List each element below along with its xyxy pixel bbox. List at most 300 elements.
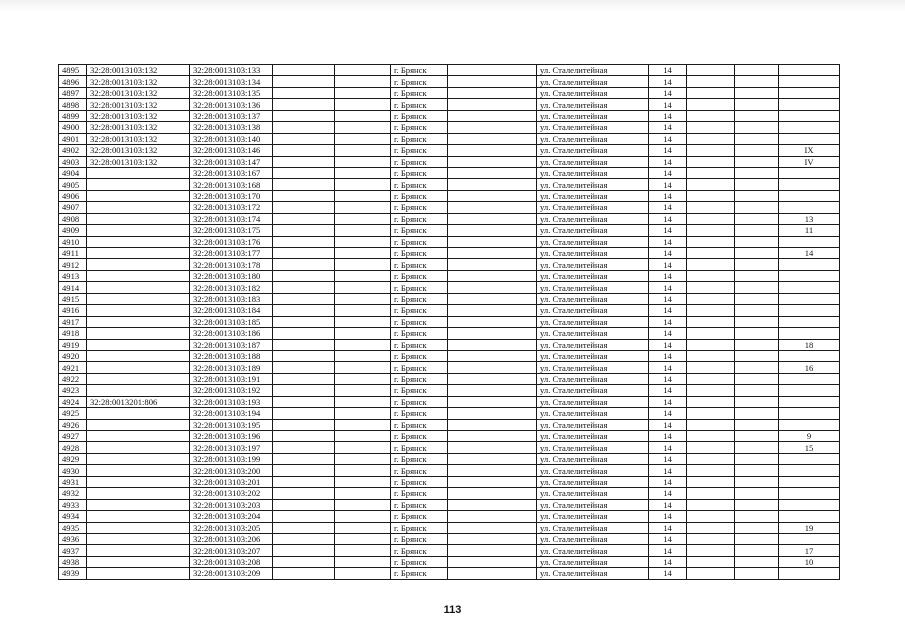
- empty-cell: [687, 476, 735, 487]
- empty-cell: [273, 179, 335, 190]
- empty-cell: [735, 122, 779, 133]
- apartment-cell: [779, 270, 840, 281]
- table-row: [59, 568, 840, 579]
- empty-cell: [273, 145, 335, 156]
- empty-cell: [448, 179, 537, 190]
- apartment-cell: [779, 419, 840, 430]
- empty-cell: [335, 305, 391, 316]
- apartment-cell: [779, 385, 840, 396]
- apartment-cell: [779, 499, 840, 510]
- street-cell: ул. Сталелитейная: [537, 362, 649, 373]
- table-row: [59, 213, 840, 224]
- cadastral-number: 32:28:0013103:189: [190, 362, 273, 373]
- empty-cell: [687, 522, 735, 533]
- empty-cell: [335, 545, 391, 556]
- table-row: [59, 87, 840, 98]
- row-number: 4903: [59, 156, 87, 167]
- street-cell: ул. Сталелитейная: [537, 419, 649, 430]
- apartment-cell: 11: [779, 225, 840, 236]
- street-cell: ул. Сталелитейная: [537, 167, 649, 178]
- street-cell: ул. Сталелитейная: [537, 522, 649, 533]
- cadastral-number: 32:28:0013103:137: [190, 110, 273, 121]
- empty-cell: [687, 145, 735, 156]
- empty-cell: [273, 328, 335, 339]
- table-row: [59, 499, 840, 510]
- parent-cadastral-number: 32:28:0013103:132: [87, 110, 190, 121]
- street-cell: ул. Сталелитейная: [537, 122, 649, 133]
- empty-cell: [273, 396, 335, 407]
- parent-cadastral-number: [87, 293, 190, 304]
- empty-cell: [335, 202, 391, 213]
- cadastral-number: 32:28:0013103:207: [190, 545, 273, 556]
- apartment-cell: 15: [779, 442, 840, 453]
- house-number-cell: 14: [649, 442, 687, 453]
- parent-cadastral-number: [87, 190, 190, 201]
- parent-cadastral-number: [87, 385, 190, 396]
- apartment-cell: [779, 65, 840, 76]
- table-row: [59, 259, 840, 270]
- city-cell: г. Брянск: [391, 476, 448, 487]
- house-number-cell: 14: [649, 488, 687, 499]
- house-number-cell: 14: [649, 213, 687, 224]
- street-cell: ул. Сталелитейная: [537, 556, 649, 567]
- empty-cell: [687, 488, 735, 499]
- table-row: [59, 545, 840, 556]
- empty-cell: [687, 442, 735, 453]
- cadastral-number: 32:28:0013103:184: [190, 305, 273, 316]
- empty-cell: [735, 511, 779, 522]
- empty-cell: [687, 316, 735, 327]
- table-row: [59, 431, 840, 442]
- empty-cell: [448, 122, 537, 133]
- empty-cell: [687, 213, 735, 224]
- apartment-cell: 18: [779, 339, 840, 350]
- empty-cell: [273, 408, 335, 419]
- cadastral-number: 32:28:0013103:133: [190, 65, 273, 76]
- empty-cell: [273, 225, 335, 236]
- empty-cell: [448, 305, 537, 316]
- empty-cell: [735, 110, 779, 121]
- apartment-cell: [779, 350, 840, 361]
- row-number: 4928: [59, 442, 87, 453]
- apartment-cell: [779, 236, 840, 247]
- house-number-cell: 14: [649, 122, 687, 133]
- table-row: [59, 476, 840, 487]
- house-number-cell: 14: [649, 362, 687, 373]
- cadastral-number: 32:28:0013103:186: [190, 328, 273, 339]
- cadastral-number: 32:28:0013103:202: [190, 488, 273, 499]
- house-number-cell: 14: [649, 156, 687, 167]
- empty-cell: [448, 556, 537, 567]
- empty-cell: [687, 431, 735, 442]
- house-number-cell: 14: [649, 339, 687, 350]
- empty-cell: [687, 305, 735, 316]
- street-cell: ул. Сталелитейная: [537, 133, 649, 144]
- row-number: 4929: [59, 453, 87, 464]
- parent-cadastral-number: 32:28:0013103:132: [87, 99, 190, 110]
- row-number: 4922: [59, 373, 87, 384]
- cadastral-number: 32:28:0013103:138: [190, 122, 273, 133]
- cadastral-number: 32:28:0013103:192: [190, 385, 273, 396]
- registry-table: [58, 64, 840, 580]
- row-number: 4908: [59, 213, 87, 224]
- city-cell: г. Брянск: [391, 87, 448, 98]
- row-number: 4909: [59, 225, 87, 236]
- city-cell: г. Брянск: [391, 373, 448, 384]
- empty-cell: [273, 270, 335, 281]
- cadastral-number: 32:28:0013103:146: [190, 145, 273, 156]
- apartment-cell: [779, 511, 840, 522]
- city-cell: г. Брянск: [391, 133, 448, 144]
- empty-cell: [448, 419, 537, 430]
- apartment-cell: 16: [779, 362, 840, 373]
- house-number-cell: 14: [649, 316, 687, 327]
- table-row: [59, 305, 840, 316]
- empty-cell: [735, 316, 779, 327]
- empty-cell: [273, 350, 335, 361]
- empty-cell: [687, 293, 735, 304]
- apartment-cell: 10: [779, 556, 840, 567]
- apartment-cell: [779, 122, 840, 133]
- empty-cell: [273, 373, 335, 384]
- row-number: 4911: [59, 248, 87, 259]
- parent-cadastral-number: [87, 316, 190, 327]
- house-number-cell: 14: [649, 328, 687, 339]
- row-number: 4905: [59, 179, 87, 190]
- apartment-cell: [779, 316, 840, 327]
- row-number: 4931: [59, 476, 87, 487]
- empty-cell: [273, 533, 335, 544]
- empty-cell: [273, 156, 335, 167]
- empty-cell: [687, 65, 735, 76]
- house-number-cell: 14: [649, 179, 687, 190]
- empty-cell: [273, 282, 335, 293]
- city-cell: г. Брянск: [391, 568, 448, 579]
- city-cell: г. Брянск: [391, 99, 448, 110]
- empty-cell: [335, 522, 391, 533]
- empty-cell: [273, 522, 335, 533]
- empty-cell: [448, 270, 537, 281]
- empty-cell: [687, 339, 735, 350]
- empty-cell: [335, 431, 391, 442]
- empty-cell: [687, 350, 735, 361]
- city-cell: г. Брянск: [391, 499, 448, 510]
- house-number-cell: 14: [649, 145, 687, 156]
- parent-cadastral-number: [87, 202, 190, 213]
- row-number: 4910: [59, 236, 87, 247]
- cadastral-number: 32:28:0013103:135: [190, 87, 273, 98]
- table-row: [59, 453, 840, 464]
- scan-shadow: [0, 0, 905, 12]
- parent-cadastral-number: [87, 568, 190, 579]
- empty-cell: [273, 476, 335, 487]
- row-number: 4927: [59, 431, 87, 442]
- cadastral-number: 32:28:0013103:208: [190, 556, 273, 567]
- empty-cell: [335, 499, 391, 510]
- empty-cell: [687, 190, 735, 201]
- empty-cell: [273, 213, 335, 224]
- empty-cell: [687, 122, 735, 133]
- city-cell: г. Брянск: [391, 65, 448, 76]
- empty-cell: [448, 373, 537, 384]
- empty-cell: [335, 236, 391, 247]
- apartment-cell: [779, 568, 840, 579]
- parent-cadastral-number: [87, 431, 190, 442]
- parent-cadastral-number: [87, 408, 190, 419]
- empty-cell: [687, 533, 735, 544]
- house-number-cell: 14: [649, 522, 687, 533]
- apartment-cell: [779, 328, 840, 339]
- street-cell: ул. Сталелитейная: [537, 339, 649, 350]
- cadastral-number: 32:28:0013103:182: [190, 282, 273, 293]
- empty-cell: [448, 465, 537, 476]
- parent-cadastral-number: 32:28:0013103:132: [87, 65, 190, 76]
- city-cell: г. Брянск: [391, 167, 448, 178]
- apartment-cell: [779, 179, 840, 190]
- table-row: [59, 110, 840, 121]
- empty-cell: [687, 270, 735, 281]
- city-cell: г. Брянск: [391, 122, 448, 133]
- empty-cell: [448, 133, 537, 144]
- empty-cell: [448, 350, 537, 361]
- street-cell: ул. Сталелитейная: [537, 328, 649, 339]
- street-cell: ул. Сталелитейная: [537, 282, 649, 293]
- empty-cell: [735, 453, 779, 464]
- city-cell: г. Брянск: [391, 248, 448, 259]
- row-number: 4906: [59, 190, 87, 201]
- city-cell: г. Брянск: [391, 431, 448, 442]
- apartment-cell: [779, 202, 840, 213]
- empty-cell: [335, 396, 391, 407]
- house-number-cell: 14: [649, 259, 687, 270]
- city-cell: г. Брянск: [391, 396, 448, 407]
- empty-cell: [273, 122, 335, 133]
- empty-cell: [448, 225, 537, 236]
- empty-cell: [735, 339, 779, 350]
- street-cell: ул. Сталелитейная: [537, 396, 649, 407]
- parent-cadastral-number: [87, 305, 190, 316]
- row-number: 4930: [59, 465, 87, 476]
- parent-cadastral-number: [87, 270, 190, 281]
- empty-cell: [335, 408, 391, 419]
- empty-cell: [273, 431, 335, 442]
- street-cell: ул. Сталелитейная: [537, 293, 649, 304]
- empty-cell: [335, 442, 391, 453]
- cadastral-number: 32:28:0013103:204: [190, 511, 273, 522]
- street-cell: ул. Сталелитейная: [537, 213, 649, 224]
- cadastral-number: 32:28:0013103:205: [190, 522, 273, 533]
- empty-cell: [735, 213, 779, 224]
- apartment-cell: [779, 133, 840, 144]
- table-row: [59, 522, 840, 533]
- empty-cell: [735, 293, 779, 304]
- apartment-cell: [779, 396, 840, 407]
- empty-cell: [273, 305, 335, 316]
- empty-cell: [273, 316, 335, 327]
- page-number: 113: [443, 604, 462, 616]
- street-cell: ул. Сталелитейная: [537, 305, 649, 316]
- empty-cell: [273, 133, 335, 144]
- empty-cell: [687, 419, 735, 430]
- empty-cell: [687, 202, 735, 213]
- table-row: [59, 76, 840, 87]
- table-row: [59, 419, 840, 430]
- empty-cell: [335, 476, 391, 487]
- parent-cadastral-number: 32:28:0013103:132: [87, 145, 190, 156]
- empty-cell: [735, 99, 779, 110]
- empty-cell: [735, 190, 779, 201]
- table-row: [59, 533, 840, 544]
- empty-cell: [735, 373, 779, 384]
- cadastral-number: 32:28:0013103:140: [190, 133, 273, 144]
- empty-cell: [335, 488, 391, 499]
- apartment-cell: [779, 87, 840, 98]
- street-cell: ул. Сталелитейная: [537, 488, 649, 499]
- house-number-cell: 14: [649, 65, 687, 76]
- apartment-cell: IX: [779, 145, 840, 156]
- cadastral-number: 32:28:0013103:193: [190, 396, 273, 407]
- empty-cell: [448, 65, 537, 76]
- row-number: 4921: [59, 362, 87, 373]
- cadastral-number: 32:28:0013103:183: [190, 293, 273, 304]
- empty-cell: [273, 385, 335, 396]
- empty-cell: [735, 225, 779, 236]
- empty-cell: [335, 556, 391, 567]
- empty-cell: [335, 76, 391, 87]
- empty-cell: [273, 465, 335, 476]
- empty-cell: [735, 396, 779, 407]
- cadastral-number: 32:28:0013103:176: [190, 236, 273, 247]
- city-cell: г. Брянск: [391, 511, 448, 522]
- city-cell: г. Брянск: [391, 362, 448, 373]
- house-number-cell: 14: [649, 76, 687, 87]
- parent-cadastral-number: [87, 179, 190, 190]
- city-cell: г. Брянск: [391, 385, 448, 396]
- empty-cell: [273, 110, 335, 121]
- street-cell: ул. Сталелитейная: [537, 442, 649, 453]
- empty-cell: [735, 305, 779, 316]
- street-cell: ул. Сталелитейная: [537, 259, 649, 270]
- city-cell: г. Брянск: [391, 145, 448, 156]
- cadastral-number: 32:28:0013103:167: [190, 167, 273, 178]
- empty-cell: [273, 99, 335, 110]
- table-row: [59, 408, 840, 419]
- empty-cell: [735, 270, 779, 281]
- city-cell: г. Брянск: [391, 328, 448, 339]
- house-number-cell: 14: [649, 270, 687, 281]
- parent-cadastral-number: 32:28:0013103:132: [87, 133, 190, 144]
- empty-cell: [735, 465, 779, 476]
- empty-cell: [687, 236, 735, 247]
- street-cell: ул. Сталелитейная: [537, 431, 649, 442]
- empty-cell: [448, 99, 537, 110]
- empty-cell: [735, 419, 779, 430]
- empty-cell: [448, 568, 537, 579]
- apartment-cell: [779, 76, 840, 87]
- empty-cell: [335, 350, 391, 361]
- table-row: [59, 133, 840, 144]
- house-number-cell: 14: [649, 533, 687, 544]
- empty-cell: [735, 87, 779, 98]
- empty-cell: [687, 453, 735, 464]
- house-number-cell: 14: [649, 545, 687, 556]
- apartment-cell: 13: [779, 213, 840, 224]
- empty-cell: [335, 213, 391, 224]
- parent-cadastral-number: 32:28:0013201:806: [87, 396, 190, 407]
- apartment-cell: [779, 259, 840, 270]
- empty-cell: [735, 362, 779, 373]
- empty-cell: [448, 76, 537, 87]
- empty-cell: [735, 202, 779, 213]
- empty-cell: [335, 270, 391, 281]
- house-number-cell: 14: [649, 248, 687, 259]
- empty-cell: [687, 499, 735, 510]
- row-number: 4923: [59, 385, 87, 396]
- row-number: 4915: [59, 293, 87, 304]
- cadastral-number: 32:28:0013103:200: [190, 465, 273, 476]
- table-row: [59, 339, 840, 350]
- house-number-cell: 14: [649, 476, 687, 487]
- cadastral-number: 32:28:0013103:194: [190, 408, 273, 419]
- row-number: 4935: [59, 522, 87, 533]
- apartment-cell: [779, 99, 840, 110]
- empty-cell: [448, 316, 537, 327]
- empty-cell: [335, 87, 391, 98]
- empty-cell: [448, 488, 537, 499]
- street-cell: ул. Сталелитейная: [537, 65, 649, 76]
- table-row: [59, 316, 840, 327]
- house-number-cell: 14: [649, 373, 687, 384]
- row-number: 4924: [59, 396, 87, 407]
- table-row: [59, 442, 840, 453]
- apartment-cell: [779, 305, 840, 316]
- city-cell: г. Брянск: [391, 465, 448, 476]
- empty-cell: [687, 465, 735, 476]
- city-cell: г. Брянск: [391, 453, 448, 464]
- empty-cell: [687, 225, 735, 236]
- table-row: [59, 511, 840, 522]
- empty-cell: [273, 76, 335, 87]
- cadastral-number: 32:28:0013103:136: [190, 99, 273, 110]
- street-cell: ул. Сталелитейная: [537, 453, 649, 464]
- apartment-cell: [779, 167, 840, 178]
- house-number-cell: 14: [649, 133, 687, 144]
- empty-cell: [335, 419, 391, 430]
- apartment-cell: 17: [779, 545, 840, 556]
- city-cell: г. Брянск: [391, 259, 448, 270]
- empty-cell: [273, 442, 335, 453]
- empty-cell: [335, 511, 391, 522]
- empty-cell: [335, 225, 391, 236]
- empty-cell: [335, 179, 391, 190]
- row-number: 4899: [59, 110, 87, 121]
- city-cell: г. Брянск: [391, 488, 448, 499]
- row-number: 4898: [59, 99, 87, 110]
- house-number-cell: 14: [649, 167, 687, 178]
- table-row: [59, 328, 840, 339]
- city-cell: г. Брянск: [391, 419, 448, 430]
- street-cell: ул. Сталелитейная: [537, 499, 649, 510]
- table-row: [59, 167, 840, 178]
- street-cell: ул. Сталелитейная: [537, 316, 649, 327]
- row-number: 4912: [59, 259, 87, 270]
- empty-cell: [735, 179, 779, 190]
- empty-cell: [273, 545, 335, 556]
- table-row: [59, 373, 840, 384]
- street-cell: ул. Сталелитейная: [537, 76, 649, 87]
- apartment-cell: 9: [779, 431, 840, 442]
- empty-cell: [448, 431, 537, 442]
